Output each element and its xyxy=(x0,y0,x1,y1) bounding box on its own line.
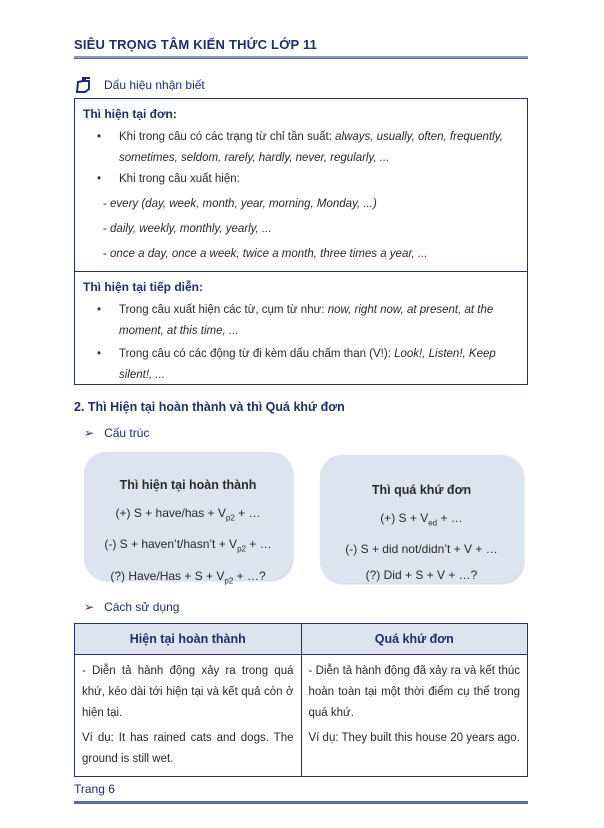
signs-label: Dấu hiệu nhận biết xyxy=(104,78,205,92)
list-item: • Trong câu xuất hiện các từ, cụm từ như: now, right now, at present, at the moment, at this time, ... xyxy=(97,304,494,337)
column-header: Hiện tại hoàn thành xyxy=(75,624,302,655)
hand-pointing-icon xyxy=(74,77,92,93)
card-title: Thì quá khứ đơn xyxy=(371,483,472,497)
bullet-text: Khi trong câu xuất hiện: xyxy=(119,173,240,185)
card-title: Thì hiện tại hoàn thành xyxy=(119,478,257,492)
table-cell: - Diễn tả hành động xảy ra trong quá khứ, kéo dài tới hiện tại và kết quả còn ở hiện tại. Ví dụ: It has rained cats and dogs. The ground is still wet. xyxy=(75,655,302,777)
dash-item: - once a day, once a week, twice a month, three times a year, ... xyxy=(103,248,428,260)
formula-line: (?) Have/Has + $S + V_{p2}$ + …? xyxy=(110,568,266,586)
formula-line: (+) S + have/has + $V_{p2}$ + … xyxy=(115,506,261,523)
bullet-italic: always, usually, often, frequently, sometimes, seldom, rarely, hardly, never, regularly, ... xyxy=(119,131,503,164)
header-divider xyxy=(74,56,528,59)
arrow-bullet-icon: ➢ xyxy=(84,600,95,614)
simple-present-section xyxy=(75,99,527,271)
list-item: • Khi trong câu có các trạng từ chỉ tần suất: always, usually, often, frequently, sometimes, seldom, rarely, hardly, never, regularly, ... xyxy=(97,131,503,164)
formula-line: (-) S + haven’t/hasn’t + $V_{p2}$ + … xyxy=(104,537,272,554)
signs-box xyxy=(74,98,528,385)
usage-label: Cách sử dụng xyxy=(104,600,180,614)
dash-item: - daily, weekly, monthly, yearly, ... xyxy=(103,223,272,235)
column-header: Quá khứ đơn xyxy=(301,624,528,655)
page-number: Trang 6 xyxy=(74,782,115,796)
running-header: SIÊU TRỌNG TÂM KIẾN THỨC LỚP 11 xyxy=(74,37,318,52)
dash-item: - every (day, week, month, year, morning, Monday, ...) xyxy=(103,198,377,210)
footer-divider xyxy=(74,801,528,804)
bullet-text: Trong câu có các động từ đi kèm dấu chấm than (V!): xyxy=(119,348,395,360)
table-cell: - Diễn tả hành động đã xảy ra và kết thúc hoàn toàn tại một thời điểm cụ thể trong quá khứ. Ví dụ: They built this house 20 years ago. xyxy=(301,655,528,777)
bullet-italic: Look!, Listen!, Keep silent!, ... xyxy=(119,348,496,381)
list-item: • Khi trong câu xuất hiện: xyxy=(97,169,517,190)
table-row xyxy=(75,655,528,777)
structure-label: Cấu trúc xyxy=(104,426,150,440)
signs-heading xyxy=(74,77,205,93)
structure-heading xyxy=(84,426,149,440)
bullet-text: Khi trong câu có các trạng từ chỉ tần suất: xyxy=(119,131,336,143)
arrow-bullet-icon: ➢ xyxy=(84,426,95,440)
list-item: • Trong câu có các động từ đi kèm dấu chấm than (V!): Look!, Listen!, Keep silent!, ... xyxy=(97,348,496,381)
usage-heading xyxy=(84,600,179,614)
present-continuous-section xyxy=(75,271,527,386)
card-past-simple xyxy=(320,455,523,583)
table-header-row xyxy=(75,624,528,655)
present-continuous-title: Thì hiện tại tiếp diễn: xyxy=(83,280,203,294)
section-2-title: 2. Thì Hiện tại hoàn thành và thì Quá khứ đơn xyxy=(74,400,345,414)
formula-line: (?) Did + S + V + …? xyxy=(365,568,478,583)
simple-present-title: Thì hiện tại đơn: xyxy=(83,107,177,121)
usage-table xyxy=(74,623,528,777)
bullet-text: Trong câu xuất hiện các từ, cụm từ như: xyxy=(119,304,328,316)
bullet-italic: now, right now, at present, at the moment, at this time, ... xyxy=(119,304,494,337)
formula-line: (+) $S + V_{ed}$ + … xyxy=(380,511,463,528)
card-present-perfect xyxy=(84,452,292,586)
formula-line: (-) S + did not/didn’t + V + … xyxy=(345,542,498,557)
